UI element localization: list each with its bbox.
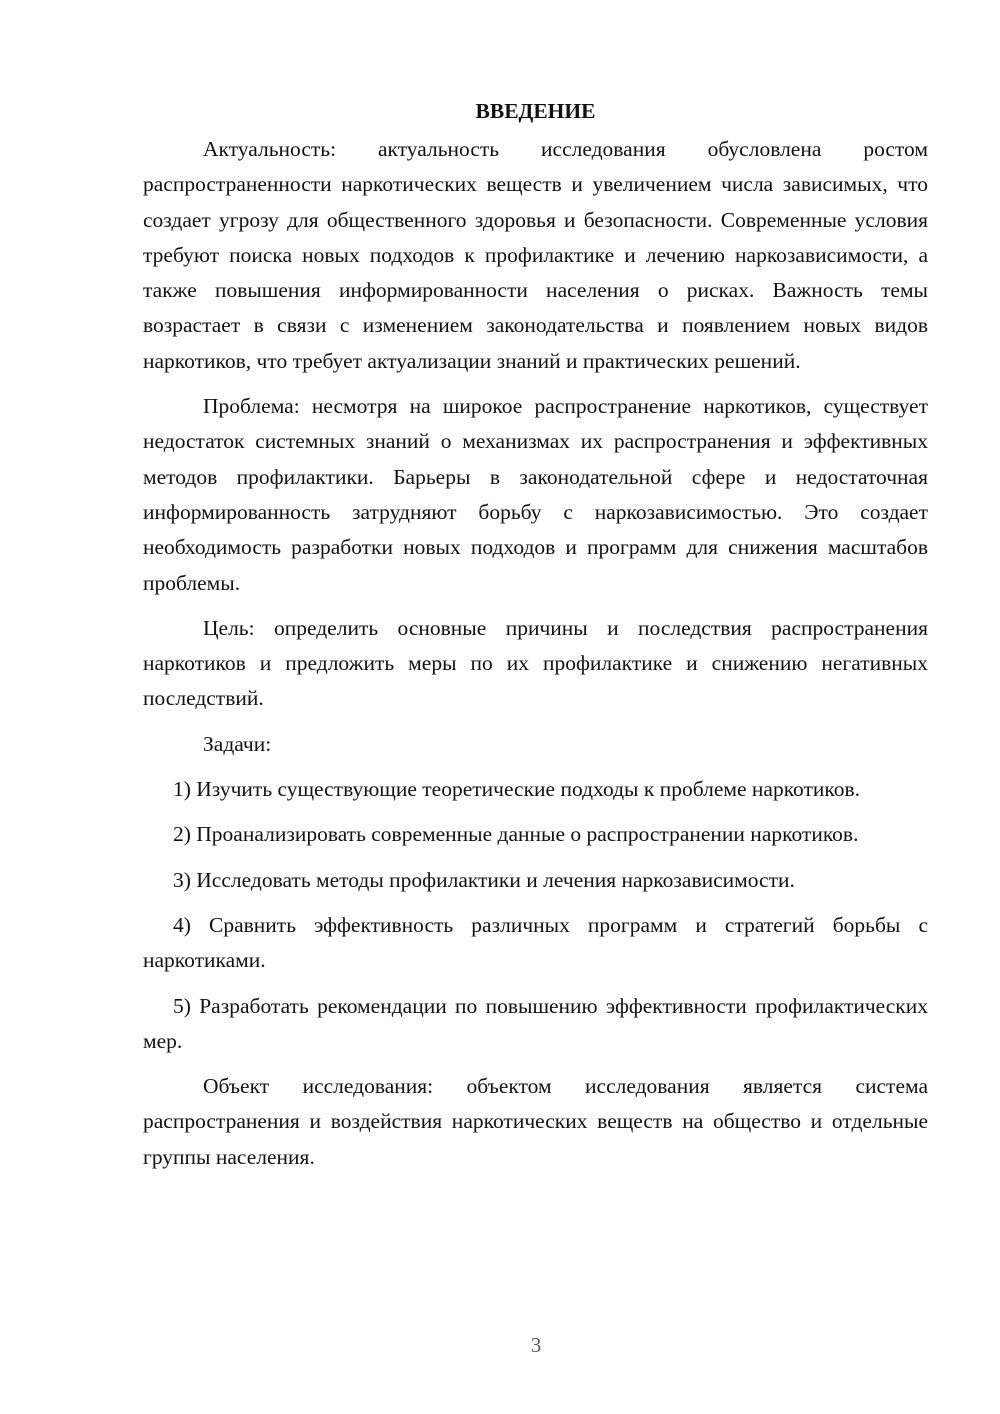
object-paragraph: Объект исследования: объектом исследования является система распространения и воздействия наркотических веществ на общество и отдельные группы населения. <box>143 1074 928 1169</box>
page-content <box>143 96 928 1185</box>
task-item-3: 3) Исследовать методы профилактики и лечения наркозависимости. <box>173 867 795 892</box>
task-item-2: 2) Проанализировать современные данные о распространении наркотиков. <box>173 822 859 847</box>
tasks-label: Задачи: <box>203 731 272 756</box>
task-item-1: 1) Изучить существующие теоретические подходы к проблеме наркотиков. <box>173 777 861 802</box>
tasks-list <box>143 772 928 1059</box>
relevance-paragraph: Актуальность: актуальность исследования обусловлена ростом распространенности наркотических веществ и увеличением числа зависимых, что создает угрозу для общественного здоровья и безопасности. Современные условия требуют поиска новых подходов к профилактике и лечению наркозависимости, а также повышения информированности населения о рисках. Важность темы возрастает в связи с изменением законодательства и появлением новых видов наркотиков, что требует актуализации знаний и практических решений. <box>143 137 928 373</box>
section-heading: ВВЕДЕНИЕ <box>475 99 596 123</box>
goal-paragraph: Цель: определить основные причины и последствия распространения наркотиков и предложить меры по их профилактике и снижению негативных последствий. <box>143 615 928 711</box>
problem-paragraph: Проблема: несмотря на широкое распространение наркотиков, существует недостаток системных знаний о механизмах их распространения и эффективных методов профилактики. Барьеры в законодательной сфере и недостаточная информированность затрудняют борьбу с наркозависимостью. Это создает необходимость разработки новых подходов и программ для снижения масштабов проблемы. <box>143 394 928 595</box>
task-item-4: 4) Сравнить эффективность различных программ и стратегий борьбы с наркотиками. <box>143 912 928 973</box>
page-number: 3 <box>530 1333 542 1357</box>
task-item-5: 5) Разработать рекомендации по повышению эффективности профилактических мер. <box>143 993 928 1053</box>
